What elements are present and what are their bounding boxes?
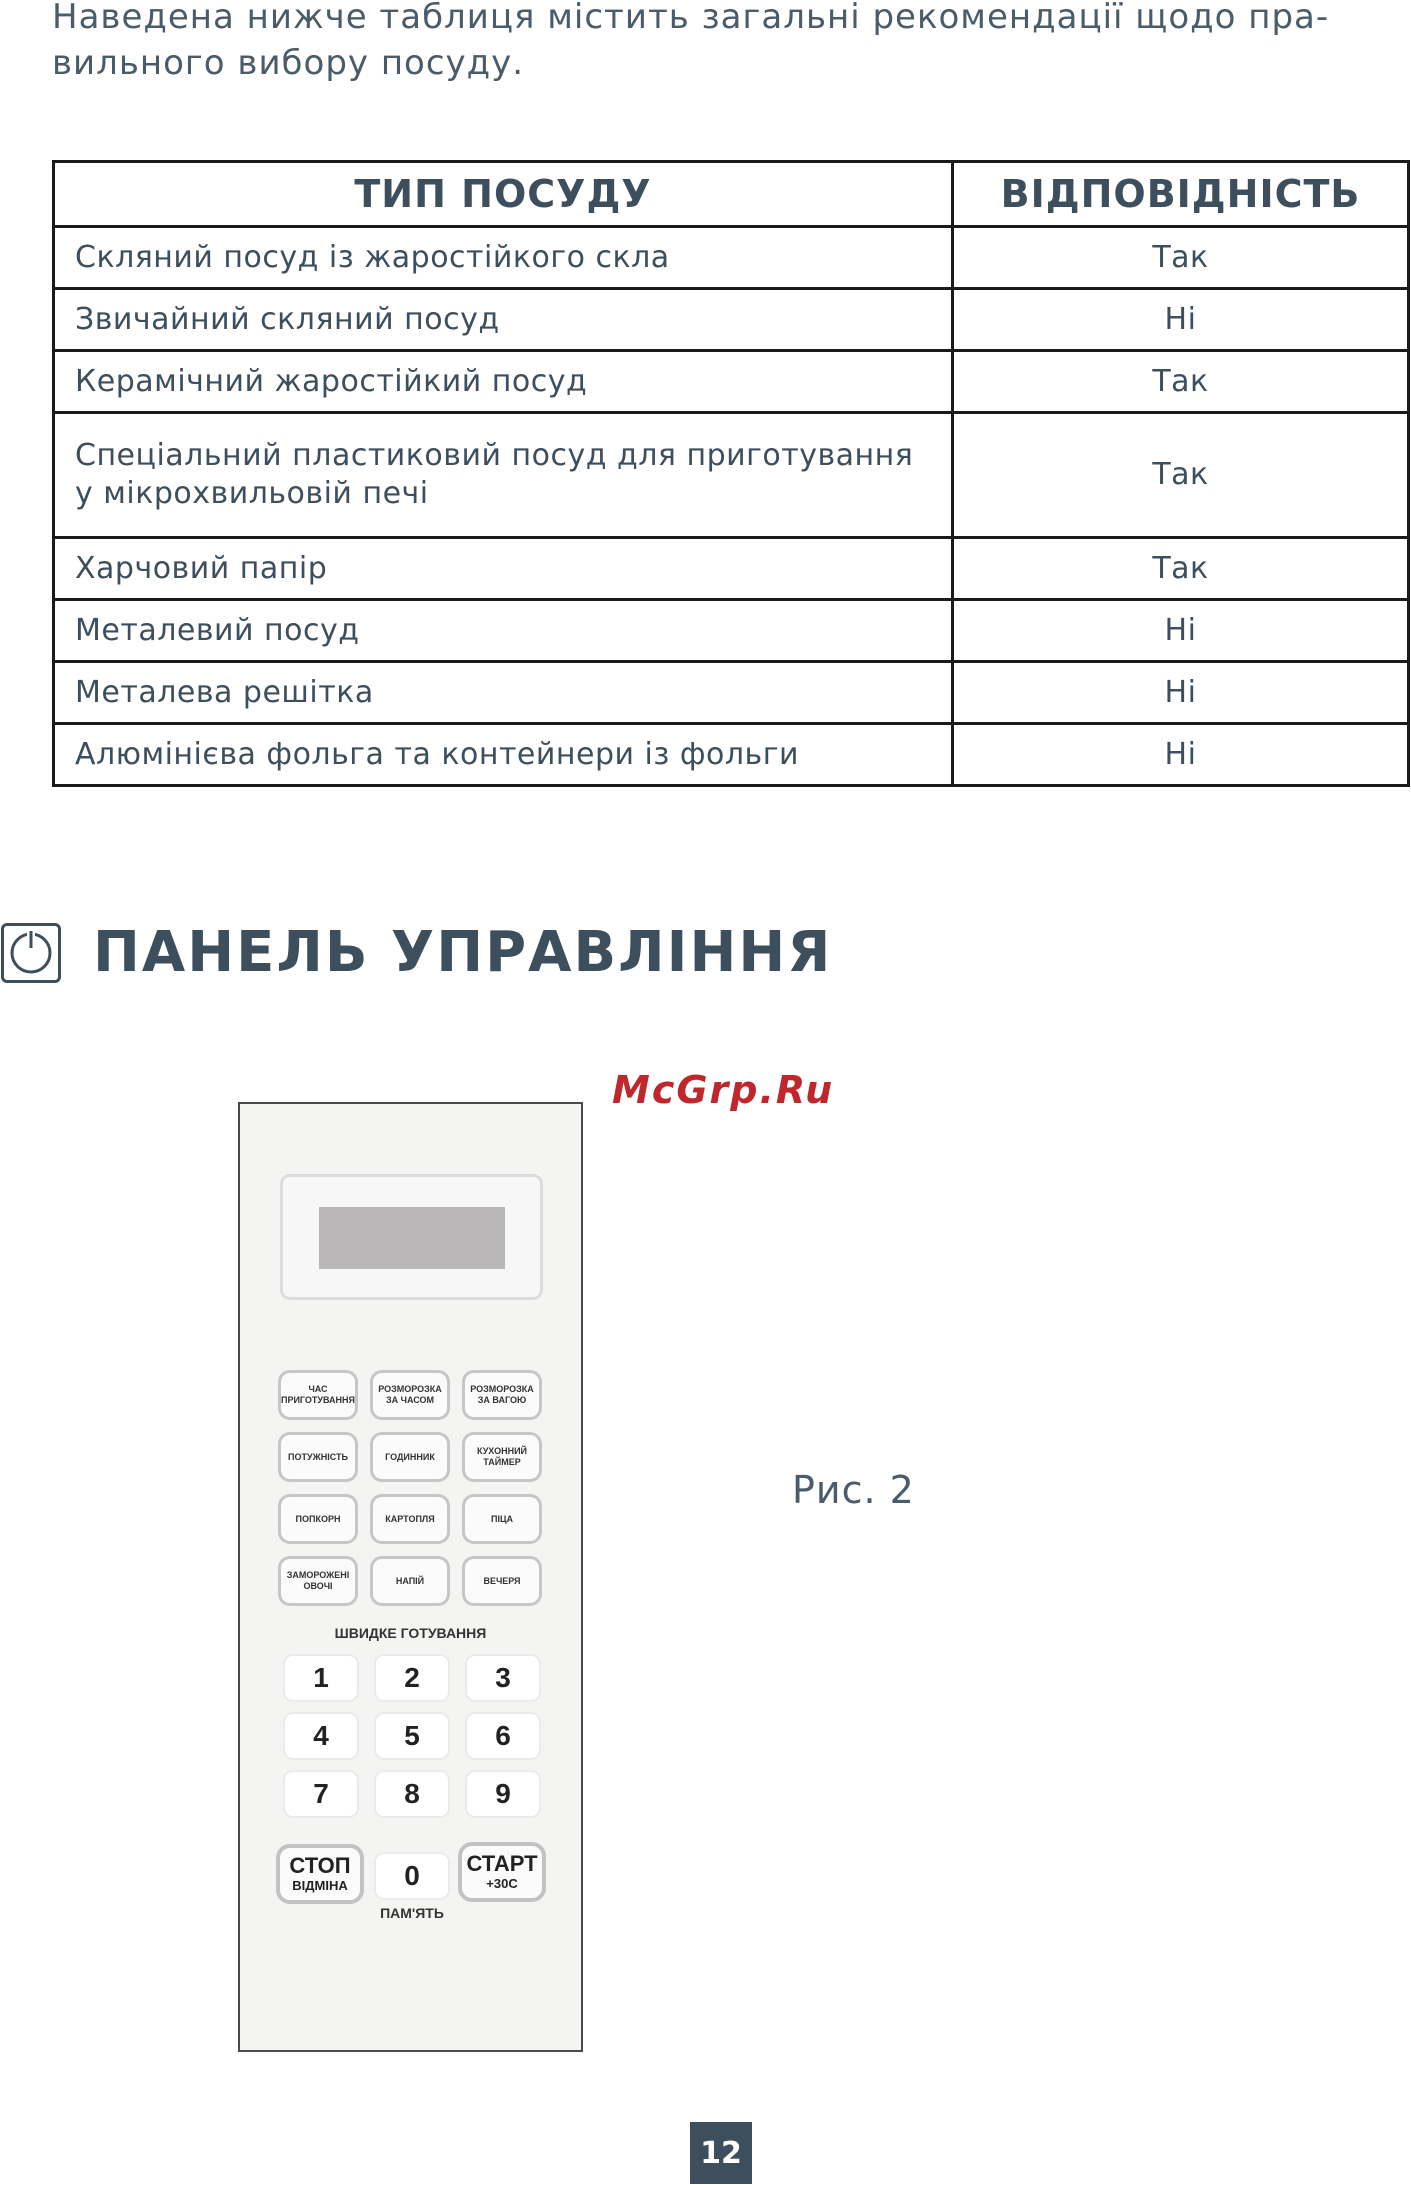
cookware-type-cell: Алюмінієва фольга та контейнери із фольги xyxy=(54,724,953,786)
suitability-cell: Ні xyxy=(953,724,1409,786)
pizza-button[interactable]: ПІЦА xyxy=(462,1494,542,1544)
table-header-row xyxy=(54,162,1409,227)
table-row xyxy=(54,724,1409,786)
number-button-9[interactable]: 9 xyxy=(465,1770,541,1818)
number-button-0[interactable]: 0 xyxy=(374,1852,450,1900)
number-button-3[interactable]: 3 xyxy=(465,1654,541,1702)
table-row xyxy=(54,351,1409,413)
cookware-type-cell: Металевий посуд xyxy=(54,600,953,662)
number-button-1[interactable]: 1 xyxy=(283,1654,359,1702)
header-cookware-type: ТИП ПОСУДУ xyxy=(54,162,953,227)
suitability-cell: Так xyxy=(953,351,1409,413)
section-title: ПАНЕЛЬ УПРАВЛІННЯ xyxy=(93,920,833,985)
power-button[interactable]: ПОТУЖНІСТЬ xyxy=(278,1432,358,1482)
stop-cancel-button[interactable] xyxy=(276,1844,364,1904)
popcorn-button[interactable]: ПОПКОРН xyxy=(278,1494,358,1544)
number-button-7[interactable]: 7 xyxy=(283,1770,359,1818)
number-button-8[interactable]: 8 xyxy=(374,1770,450,1818)
table-row xyxy=(54,538,1409,600)
suitability-cell: Ні xyxy=(953,600,1409,662)
start-label: СТАРТ xyxy=(466,1851,538,1876)
defrost-by-weight-button[interactable]: РОЗМОРОЗКА ЗА ВАГОЮ xyxy=(462,1370,542,1420)
table-row xyxy=(54,662,1409,724)
defrost-by-time-button[interactable]: РОЗМОРОЗКА ЗА ЧАСОМ xyxy=(370,1370,450,1420)
frozen-vegetables-button[interactable]: ЗАМОРОЖЕНІ ОВОЧІ xyxy=(278,1556,358,1606)
memory-label: ПАМ'ЯТЬ xyxy=(380,1905,444,1921)
cook-time-button[interactable]: ЧАС ПРИГОТУВАННЯ xyxy=(278,1370,358,1420)
beverage-button[interactable]: НАПІЙ xyxy=(370,1556,450,1606)
kitchen-timer-button[interactable]: КУХОННИЙ ТАЙМЕР xyxy=(462,1432,542,1482)
dinner-button[interactable]: ВЕЧЕРЯ xyxy=(462,1556,542,1606)
cookware-type-cell: Звичайний скляний посуд xyxy=(54,289,953,351)
clock-button[interactable]: ГОДИННИК xyxy=(370,1432,450,1482)
cookware-table xyxy=(52,160,1410,787)
cookware-type-cell: Скляний посуд із жаростійкого скла xyxy=(54,227,953,289)
stop-label: СТОП xyxy=(289,1853,351,1878)
quick-cook-label: ШВИДКЕ ГОТУВАННЯ xyxy=(334,1625,487,1641)
number-button-6[interactable]: 6 xyxy=(465,1712,541,1760)
cookware-type-cell: Металева решітка xyxy=(54,662,953,724)
number-button-2[interactable]: 2 xyxy=(374,1654,450,1702)
cancel-label: ВІДМІНА xyxy=(292,1878,348,1893)
suitability-cell: Так xyxy=(953,538,1409,600)
control-panel xyxy=(238,1102,583,2052)
number-button-5[interactable]: 5 xyxy=(374,1712,450,1760)
power-icon xyxy=(1,923,61,983)
cookware-type-cell: Керамічний жаростійкий посуд xyxy=(54,351,953,413)
table-row xyxy=(54,289,1409,351)
suitability-cell: Ні xyxy=(953,289,1409,351)
plus-30s-label: +30С xyxy=(486,1876,518,1891)
suitability-cell: Так xyxy=(953,413,1409,538)
potato-button[interactable]: КАРТОПЛЯ xyxy=(370,1494,450,1544)
table-row xyxy=(54,413,1409,538)
watermark: McGrp.Ru xyxy=(612,1068,835,1112)
display-frame xyxy=(280,1174,543,1300)
start-button[interactable] xyxy=(458,1842,546,1902)
table-row xyxy=(54,227,1409,289)
cookware-type-cell: Спеціальний пластиковий посуд для приготування у мікрохвильовій печі xyxy=(54,413,953,538)
suitability-cell: Ні xyxy=(953,662,1409,724)
header-suitability: ВІДПОВІДНІСТЬ xyxy=(953,162,1409,227)
display-screen xyxy=(319,1207,505,1269)
cookware-type-cell: Харчовий папір xyxy=(54,538,953,600)
intro-text: Наведена нижче таблиця містить загальні рекомендації щодо пра-вильного вибору посуду. xyxy=(52,0,1330,83)
suitability-cell: Так xyxy=(953,227,1409,289)
page-number: 12 xyxy=(690,2122,752,2184)
figure-caption: Рис. 2 xyxy=(792,1468,915,1512)
number-button-4[interactable]: 4 xyxy=(283,1712,359,1760)
table-row xyxy=(54,600,1409,662)
